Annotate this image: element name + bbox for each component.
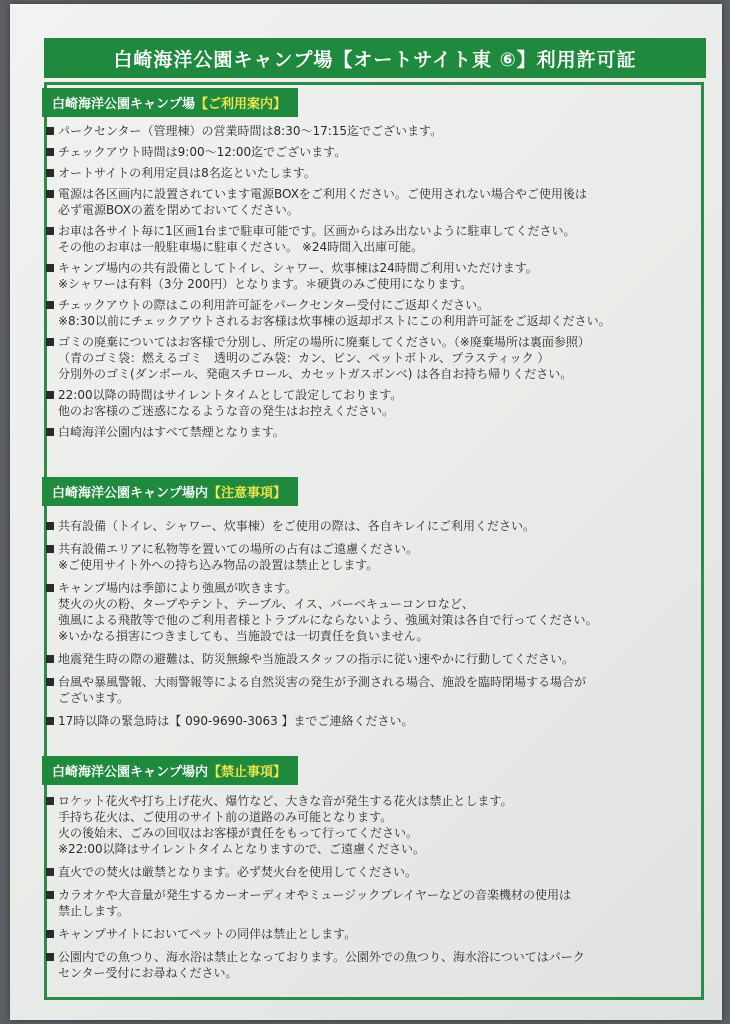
item-text: 電源は各区画内に設置されています電源BOXをご利用ください。ご使用されない場合やご使用後は 必ず電源BOXの蓋を閉めておいてください。	[58, 187, 587, 217]
item-text: 白崎海洋公園内はすべて禁煙となります。	[58, 425, 285, 439]
item-text: 直火での焚火は厳禁となります。必ず焚火台を使用してください。	[58, 865, 418, 879]
list-item	[42, 926, 682, 942]
section-heading	[42, 477, 298, 506]
section-cautions	[42, 477, 682, 736]
item-text: 地震発生時の際の避難は、防災無線や当施設スタッフの指示に従い速やかに行動してください。	[58, 652, 575, 666]
list-item	[42, 713, 682, 729]
list-item	[42, 887, 682, 919]
list-item	[42, 424, 682, 440]
bullet-icon	[46, 428, 54, 436]
item-text: チェックアウト時間は9:00～12:00迄でございます。	[58, 145, 347, 159]
bullet-icon	[46, 169, 54, 177]
section-heading-highlight: 【注意事項】	[208, 486, 287, 501]
list-item	[42, 541, 682, 573]
bullet-icon	[46, 930, 54, 938]
section-heading-highlight: 【ご利用案内】	[195, 97, 287, 112]
item-text: キャンプ場内は季節により強風が吹きます。 焚火の火の粉、タープやテント、テーブル、イス、バーベキューコンロなど、 強風による飛散等で他のご利用者様とトラブルにならないよう、強風対策は各自で行ってください。 ※いかなる損害につきましても、当施設では一切責任を負いません。	[58, 581, 598, 643]
bullet-icon	[46, 868, 54, 876]
list-item	[42, 334, 682, 382]
list-item	[42, 223, 682, 255]
prohibited-list	[42, 793, 682, 981]
list-item	[42, 186, 682, 218]
section-heading-text: 白崎海洋公園キャンプ場内	[52, 486, 209, 501]
bullet-icon	[46, 391, 54, 399]
bullet-icon	[46, 148, 54, 156]
section-heading	[42, 756, 298, 785]
bullet-icon	[46, 227, 54, 235]
bullet-icon	[46, 522, 54, 530]
cautions-list	[42, 518, 682, 729]
item-text: 共有設備エリアに私物等を置いての場所の占有はご遠慮ください。 ※ご使用サイト外への持ち込み物品の設置は禁止とします。	[58, 542, 419, 572]
bullet-icon	[46, 797, 54, 805]
list-item	[42, 123, 682, 139]
list-item	[42, 144, 682, 160]
list-item	[42, 793, 682, 857]
bullet-icon	[46, 545, 54, 553]
section-heading-text: 白崎海洋公園キャンプ場内	[52, 765, 209, 780]
usage-list	[42, 123, 682, 440]
permit-title: 白崎海洋公園キャンプ場【オートサイト東 ⑥】利用許可証	[44, 38, 706, 78]
section-usage-guide	[42, 88, 682, 445]
item-text: 台風や暴風警報、大雨警報等による自然災害の発生が予測される場合、施設を臨時閉場する場合が ございます。	[58, 675, 587, 705]
section-heading	[42, 88, 298, 117]
bullet-icon	[46, 584, 54, 592]
item-text: カラオケや大音量が発生するカーオーディオやミュージックプレイヤーなどの音楽機材の使用は 禁止します。	[58, 888, 572, 918]
bullet-icon	[46, 717, 54, 725]
list-item	[42, 387, 682, 419]
item-text: ロケット花火や打ち上げ花火、爆竹など、大きな音が発生する花火は禁止とします。 手持ち花火は、ご使用のサイト前の道路のみ可能となります。 火の後始末、ごみの回収はお客様が責任をもって行ってください。 ※22:00以降はサイレントタイムとなりますので、ご遠慮ください。	[58, 794, 513, 856]
bullet-icon	[46, 127, 54, 135]
item-text: オートサイトの利用定員は8名迄といたします。	[58, 166, 316, 180]
item-text: 22:00以降の時間はサイレントタイムとして設定しております。 他のお客様のご迷惑になるような音の発生はお控えください。	[58, 388, 403, 418]
section-prohibited	[42, 756, 682, 988]
item-text: パークセンター（管理棟）の営業時間は8:30～17:15迄でございます。	[58, 124, 443, 138]
bullet-icon	[46, 264, 54, 272]
list-item	[42, 949, 682, 981]
item-text: キャンプ場内の共有設備としてトイレ、シャワー、炊事棟は24時間ご利用いただけます。 ※シャワーは有料（3分 200円）となります。＊硬貨のみご使用になります。	[58, 261, 538, 291]
list-item	[42, 518, 682, 534]
item-text: お車は各サイト毎に1区画1台まで駐車可能です。区画からはみ出ないように駐車してください。 その他のお車は一般駐車場に駐車ください。 ※24時間入出庫可能。	[58, 224, 576, 254]
bullet-icon	[46, 190, 54, 198]
item-text: ゴミの廃棄についてはお客様で分別し、所定の場所に廃棄してください。（※廃棄場所は裏面参照） （青のゴミ袋：燃えるゴミ 透明のごみ袋：カン、ビン、ペットボトル、プラスティック ） 分別外のゴミ(ダンボール、発砲スチロール、カセットガスボンベ) は各自お持ち帰りください。	[58, 335, 590, 381]
item-text: 公園内での魚つり、海水浴は禁止となっております。公園外での魚つり、海水浴についてはパーク センター受付にお尋ねください。	[58, 950, 585, 980]
item-text: キャンプサイトにおいてペットの同伴は禁止とします。	[58, 927, 357, 941]
list-item	[42, 674, 682, 706]
item-text: 共有設備（トイレ、シャワー、炊事棟）をご使用の際は、各自キレイにご利用ください。	[58, 519, 536, 533]
bullet-icon	[46, 678, 54, 686]
section-heading-highlight: 【禁止事項】	[208, 765, 287, 780]
bullet-icon	[46, 953, 54, 961]
item-text: チェックアウトの際はこの利用許可証をパークセンター受付にご返却ください。 ※8:30以前にチェックアウトされるお客様は炊事棟の返却ポストにこの利用許可証をご返却ください。	[58, 298, 611, 328]
item-text: 17時以降の緊急時は【 090-9690-3063 】までご連絡ください。	[58, 714, 414, 728]
bullet-icon	[46, 338, 54, 346]
list-item	[42, 165, 682, 181]
list-item	[42, 260, 682, 292]
list-item	[42, 580, 682, 644]
bullet-icon	[46, 655, 54, 663]
section-heading-text: 白崎海洋公園キャンプ場	[52, 97, 196, 112]
bullet-icon	[46, 301, 54, 309]
list-item	[42, 297, 682, 329]
list-item	[42, 864, 682, 880]
bullet-icon	[46, 891, 54, 899]
list-item	[42, 651, 682, 667]
